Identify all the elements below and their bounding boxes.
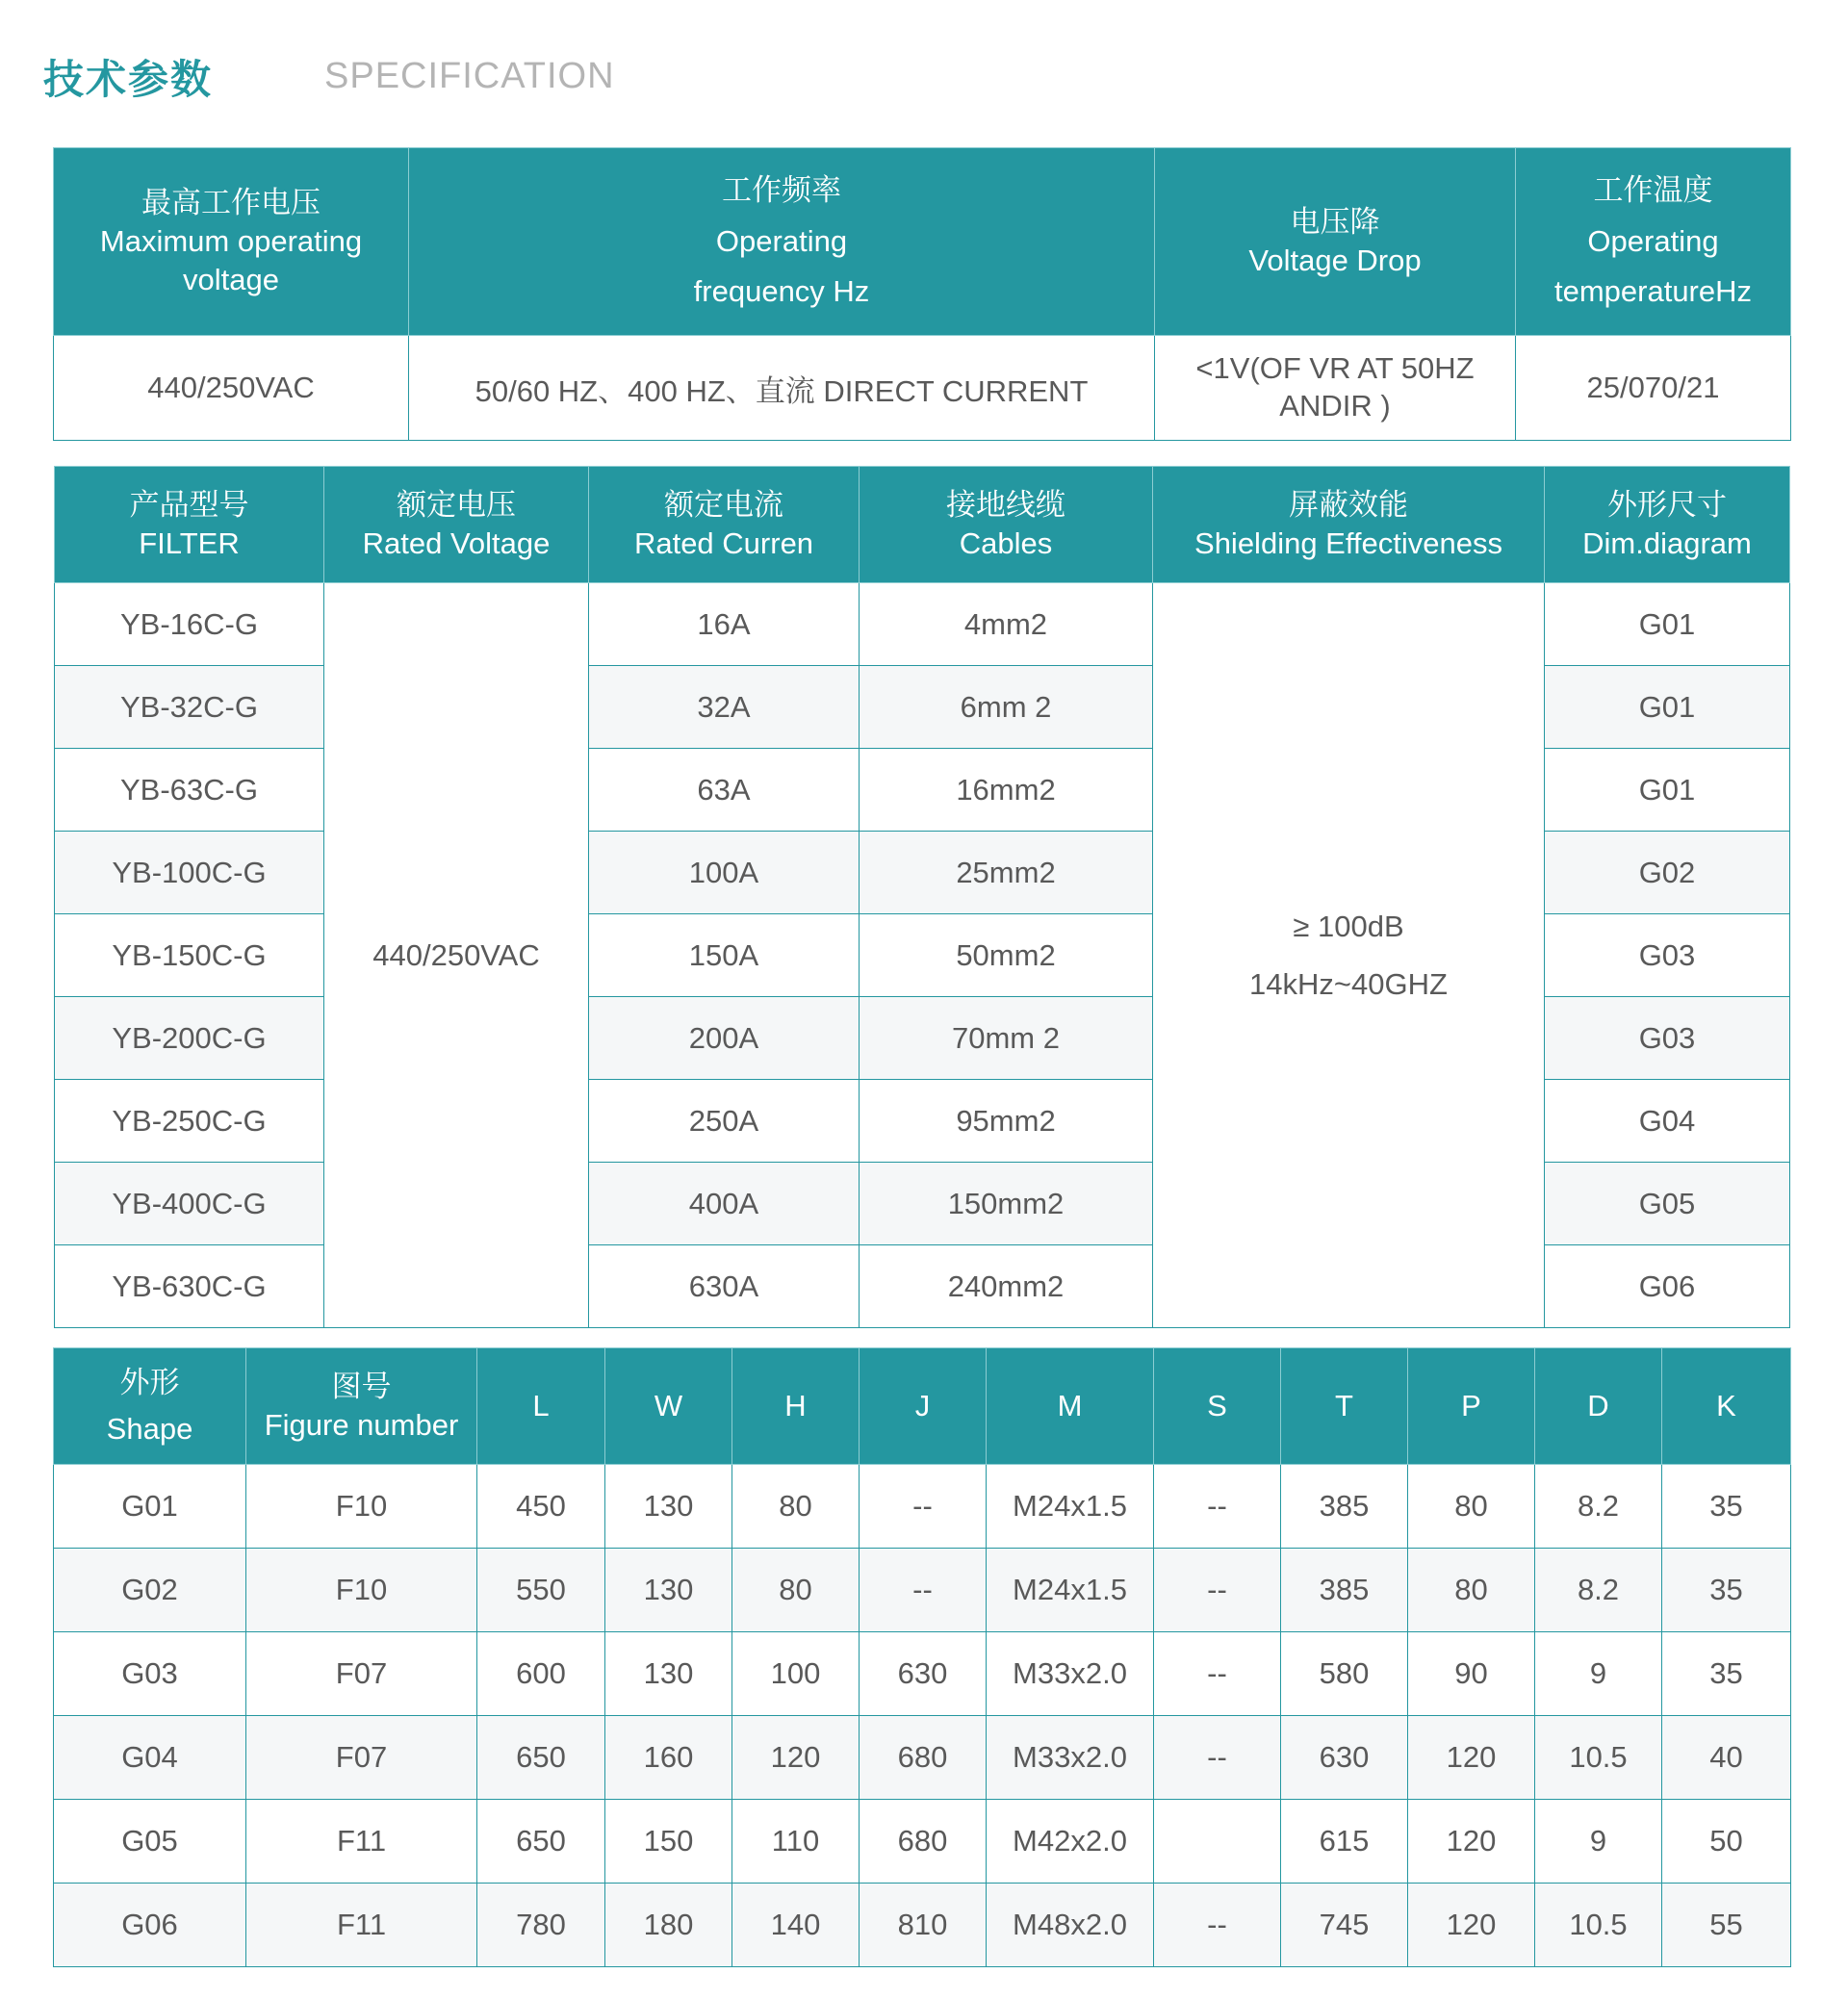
table-row <box>54 1716 1791 1800</box>
general-spec-table <box>53 147 1791 441</box>
header-rated-voltage: 额定电压 Rated Voltage <box>324 467 589 583</box>
dim-diagram: G04 <box>1545 1080 1790 1163</box>
dim-l: 650 <box>477 1800 605 1884</box>
dim-j: -- <box>860 1549 987 1632</box>
dim-k: 35 <box>1662 1632 1791 1716</box>
dim-t: 385 <box>1281 1549 1408 1632</box>
dim-t: 580 <box>1281 1632 1408 1716</box>
rated-current: 630A <box>589 1245 860 1328</box>
dim-shape: G01 <box>54 1465 246 1549</box>
dim-w: 180 <box>605 1884 732 1967</box>
header-d: D <box>1535 1348 1662 1465</box>
dim-figure-number: F10 <box>246 1549 477 1632</box>
table-row <box>54 1549 1791 1632</box>
model-name: YB-200C-G <box>55 997 324 1080</box>
voltage-drop-value: <1V(OF VR AT 50HZ ANDIR ) <box>1155 336 1516 441</box>
rated-current: 32A <box>589 666 860 749</box>
dim-l: 450 <box>477 1465 605 1549</box>
dim-d: 8.2 <box>1535 1465 1662 1549</box>
dim-j: -- <box>860 1465 987 1549</box>
dim-shape: G02 <box>54 1549 246 1632</box>
dim-m: M48x2.0 <box>987 1884 1154 1967</box>
dim-k: 55 <box>1662 1884 1791 1967</box>
dim-p: 90 <box>1408 1632 1535 1716</box>
dim-diagram: G02 <box>1545 832 1790 914</box>
model-name: YB-250C-G <box>55 1080 324 1163</box>
header-voltage-drop: 电压降 Voltage Drop <box>1155 148 1516 336</box>
cable-size: 16mm2 <box>860 749 1153 832</box>
cable-size: 50mm2 <box>860 914 1153 997</box>
cable-size: 240mm2 <box>860 1245 1153 1328</box>
dim-m: M33x2.0 <box>987 1632 1154 1716</box>
header-dim-diagram: 外形尺寸 Dim.diagram <box>1545 467 1790 583</box>
dim-l: 780 <box>477 1884 605 1967</box>
max-operating-voltage-value: 440/250VAC <box>54 336 409 441</box>
heading-chinese: 技术参数 <box>43 57 214 102</box>
dim-t: 615 <box>1281 1800 1408 1884</box>
dim-p: 120 <box>1408 1716 1535 1800</box>
header-l: L <box>477 1348 605 1465</box>
table-row <box>54 1632 1791 1716</box>
dim-d: 8.2 <box>1535 1549 1662 1632</box>
operating-temperature-value: 25/070/21 <box>1516 336 1791 441</box>
dim-diagram: G06 <box>1545 1245 1790 1328</box>
dim-j: 680 <box>860 1716 987 1800</box>
dim-k: 50 <box>1662 1800 1791 1884</box>
dim-figure-number: F11 <box>246 1884 477 1967</box>
general-spec-value-row <box>54 336 1791 441</box>
dim-s: -- <box>1154 1632 1281 1716</box>
cable-size: 70mm 2 <box>860 997 1153 1080</box>
dim-shape: G04 <box>54 1716 246 1800</box>
dim-d: 9 <box>1535 1800 1662 1884</box>
model-name: YB-63C-G <box>55 749 324 832</box>
dim-diagram: G05 <box>1545 1163 1790 1245</box>
dim-m: M33x2.0 <box>987 1716 1154 1800</box>
dim-p: 80 <box>1408 1549 1535 1632</box>
dim-p: 120 <box>1408 1884 1535 1967</box>
dim-t: 745 <box>1281 1884 1408 1967</box>
dim-w: 130 <box>605 1465 732 1549</box>
dim-w: 130 <box>605 1632 732 1716</box>
rated-current: 200A <box>589 997 860 1080</box>
dim-t: 385 <box>1281 1465 1408 1549</box>
dimension-table <box>53 1347 1791 1967</box>
dim-s: -- <box>1154 1716 1281 1800</box>
model-name: YB-32C-G <box>55 666 324 749</box>
header-operating-frequency: 工作频率 Operating frequency Hz <box>409 148 1155 336</box>
table-row <box>54 1884 1791 1967</box>
cable-size: 6mm 2 <box>860 666 1153 749</box>
table-row <box>54 1465 1791 1549</box>
dim-diagram: G03 <box>1545 997 1790 1080</box>
header-operating-temperature: 工作温度 Operating temperatureHz <box>1516 148 1791 336</box>
dim-diagram: G01 <box>1545 749 1790 832</box>
dim-t: 630 <box>1281 1716 1408 1800</box>
header-max-operating-voltage: 最高工作电压 Maximum operating voltage <box>54 148 409 336</box>
dim-m: M42x2.0 <box>987 1800 1154 1884</box>
heading-english: SPECIFICATION <box>324 56 615 96</box>
dim-l: 550 <box>477 1549 605 1632</box>
rated-current: 400A <box>589 1163 860 1245</box>
dim-l: 600 <box>477 1632 605 1716</box>
rated-current: 16A <box>589 583 860 666</box>
dim-s: -- <box>1154 1465 1281 1549</box>
dim-figure-number: F11 <box>246 1800 477 1884</box>
rated-current: 250A <box>589 1080 860 1163</box>
dim-w: 150 <box>605 1800 732 1884</box>
model-name: YB-400C-G <box>55 1163 324 1245</box>
dim-h: 100 <box>732 1632 860 1716</box>
operating-frequency-value: 50/60 HZ、400 HZ、直流 DIRECT CURRENT <box>409 336 1155 441</box>
model-name: YB-16C-G <box>55 583 324 666</box>
dim-d: 10.5 <box>1535 1716 1662 1800</box>
dim-shape: G06 <box>54 1884 246 1967</box>
general-spec-header-row <box>54 148 1791 336</box>
dim-w: 160 <box>605 1716 732 1800</box>
dim-shape: G05 <box>54 1800 246 1884</box>
dim-k: 35 <box>1662 1549 1791 1632</box>
dim-s: -- <box>1154 1549 1281 1632</box>
dim-j: 810 <box>860 1884 987 1967</box>
dim-h: 80 <box>732 1465 860 1549</box>
model-spec-table <box>54 466 1790 1328</box>
header-j: J <box>860 1348 987 1465</box>
table-row <box>54 1800 1791 1884</box>
header-cables: 接地线缆 Cables <box>860 467 1153 583</box>
dim-m: M24x1.5 <box>987 1549 1154 1632</box>
dim-h: 80 <box>732 1549 860 1632</box>
header-shape: 外形 Shape <box>54 1348 246 1465</box>
dim-diagram: G01 <box>1545 583 1790 666</box>
dimension-header-row <box>54 1348 1791 1465</box>
dim-s: -- <box>1154 1884 1281 1967</box>
dim-l: 650 <box>477 1716 605 1800</box>
cable-size: 25mm2 <box>860 832 1153 914</box>
dim-k: 40 <box>1662 1716 1791 1800</box>
header-h: H <box>732 1348 860 1465</box>
dim-figure-number: F10 <box>246 1465 477 1549</box>
dim-m: M24x1.5 <box>987 1465 1154 1549</box>
dim-p: 120 <box>1408 1800 1535 1884</box>
dim-h: 140 <box>732 1884 860 1967</box>
cable-size: 4mm2 <box>860 583 1153 666</box>
dim-diagram: G03 <box>1545 914 1790 997</box>
header-k: K <box>1662 1348 1791 1465</box>
dim-shape: G03 <box>54 1632 246 1716</box>
header-t: T <box>1281 1348 1408 1465</box>
cable-size: 95mm2 <box>860 1080 1153 1163</box>
dim-d: 10.5 <box>1535 1884 1662 1967</box>
dim-j: 680 <box>860 1800 987 1884</box>
cable-size: 150mm2 <box>860 1163 1153 1245</box>
shielding-effectiveness-value: ≥ 100dB 14kHz~40GHZ <box>1153 583 1545 1328</box>
dim-figure-number: F07 <box>246 1632 477 1716</box>
dim-diagram: G01 <box>1545 666 1790 749</box>
dim-j: 630 <box>860 1632 987 1716</box>
dim-h: 110 <box>732 1800 860 1884</box>
model-spec-header-row <box>55 467 1790 583</box>
table-row <box>55 583 1790 666</box>
dim-figure-number: F07 <box>246 1716 477 1800</box>
rated-current: 100A <box>589 832 860 914</box>
rated-voltage-value: 440/250VAC <box>324 583 589 1328</box>
dim-w: 130 <box>605 1549 732 1632</box>
rated-current: 150A <box>589 914 860 997</box>
dim-k: 35 <box>1662 1465 1791 1549</box>
header-shielding-effectiveness: 屏蔽效能 Shielding Effectiveness <box>1153 467 1545 583</box>
header-s: S <box>1154 1348 1281 1465</box>
header-w: W <box>605 1348 732 1465</box>
header-filter-model: 产品型号 FILTER <box>55 467 324 583</box>
model-name: YB-630C-G <box>55 1245 324 1328</box>
model-name: YB-150C-G <box>55 914 324 997</box>
header-p: P <box>1408 1348 1535 1465</box>
rated-current: 63A <box>589 749 860 832</box>
dimension-body <box>54 1465 1791 1967</box>
dim-h: 120 <box>732 1716 860 1800</box>
dim-d: 9 <box>1535 1632 1662 1716</box>
header-figure-number: 图号 Figure number <box>246 1348 477 1465</box>
dim-s <box>1154 1800 1281 1884</box>
dim-p: 80 <box>1408 1465 1535 1549</box>
model-name: YB-100C-G <box>55 832 324 914</box>
header-rated-current: 额定电流 Rated Curren <box>589 467 860 583</box>
header-m: M <box>987 1348 1154 1465</box>
